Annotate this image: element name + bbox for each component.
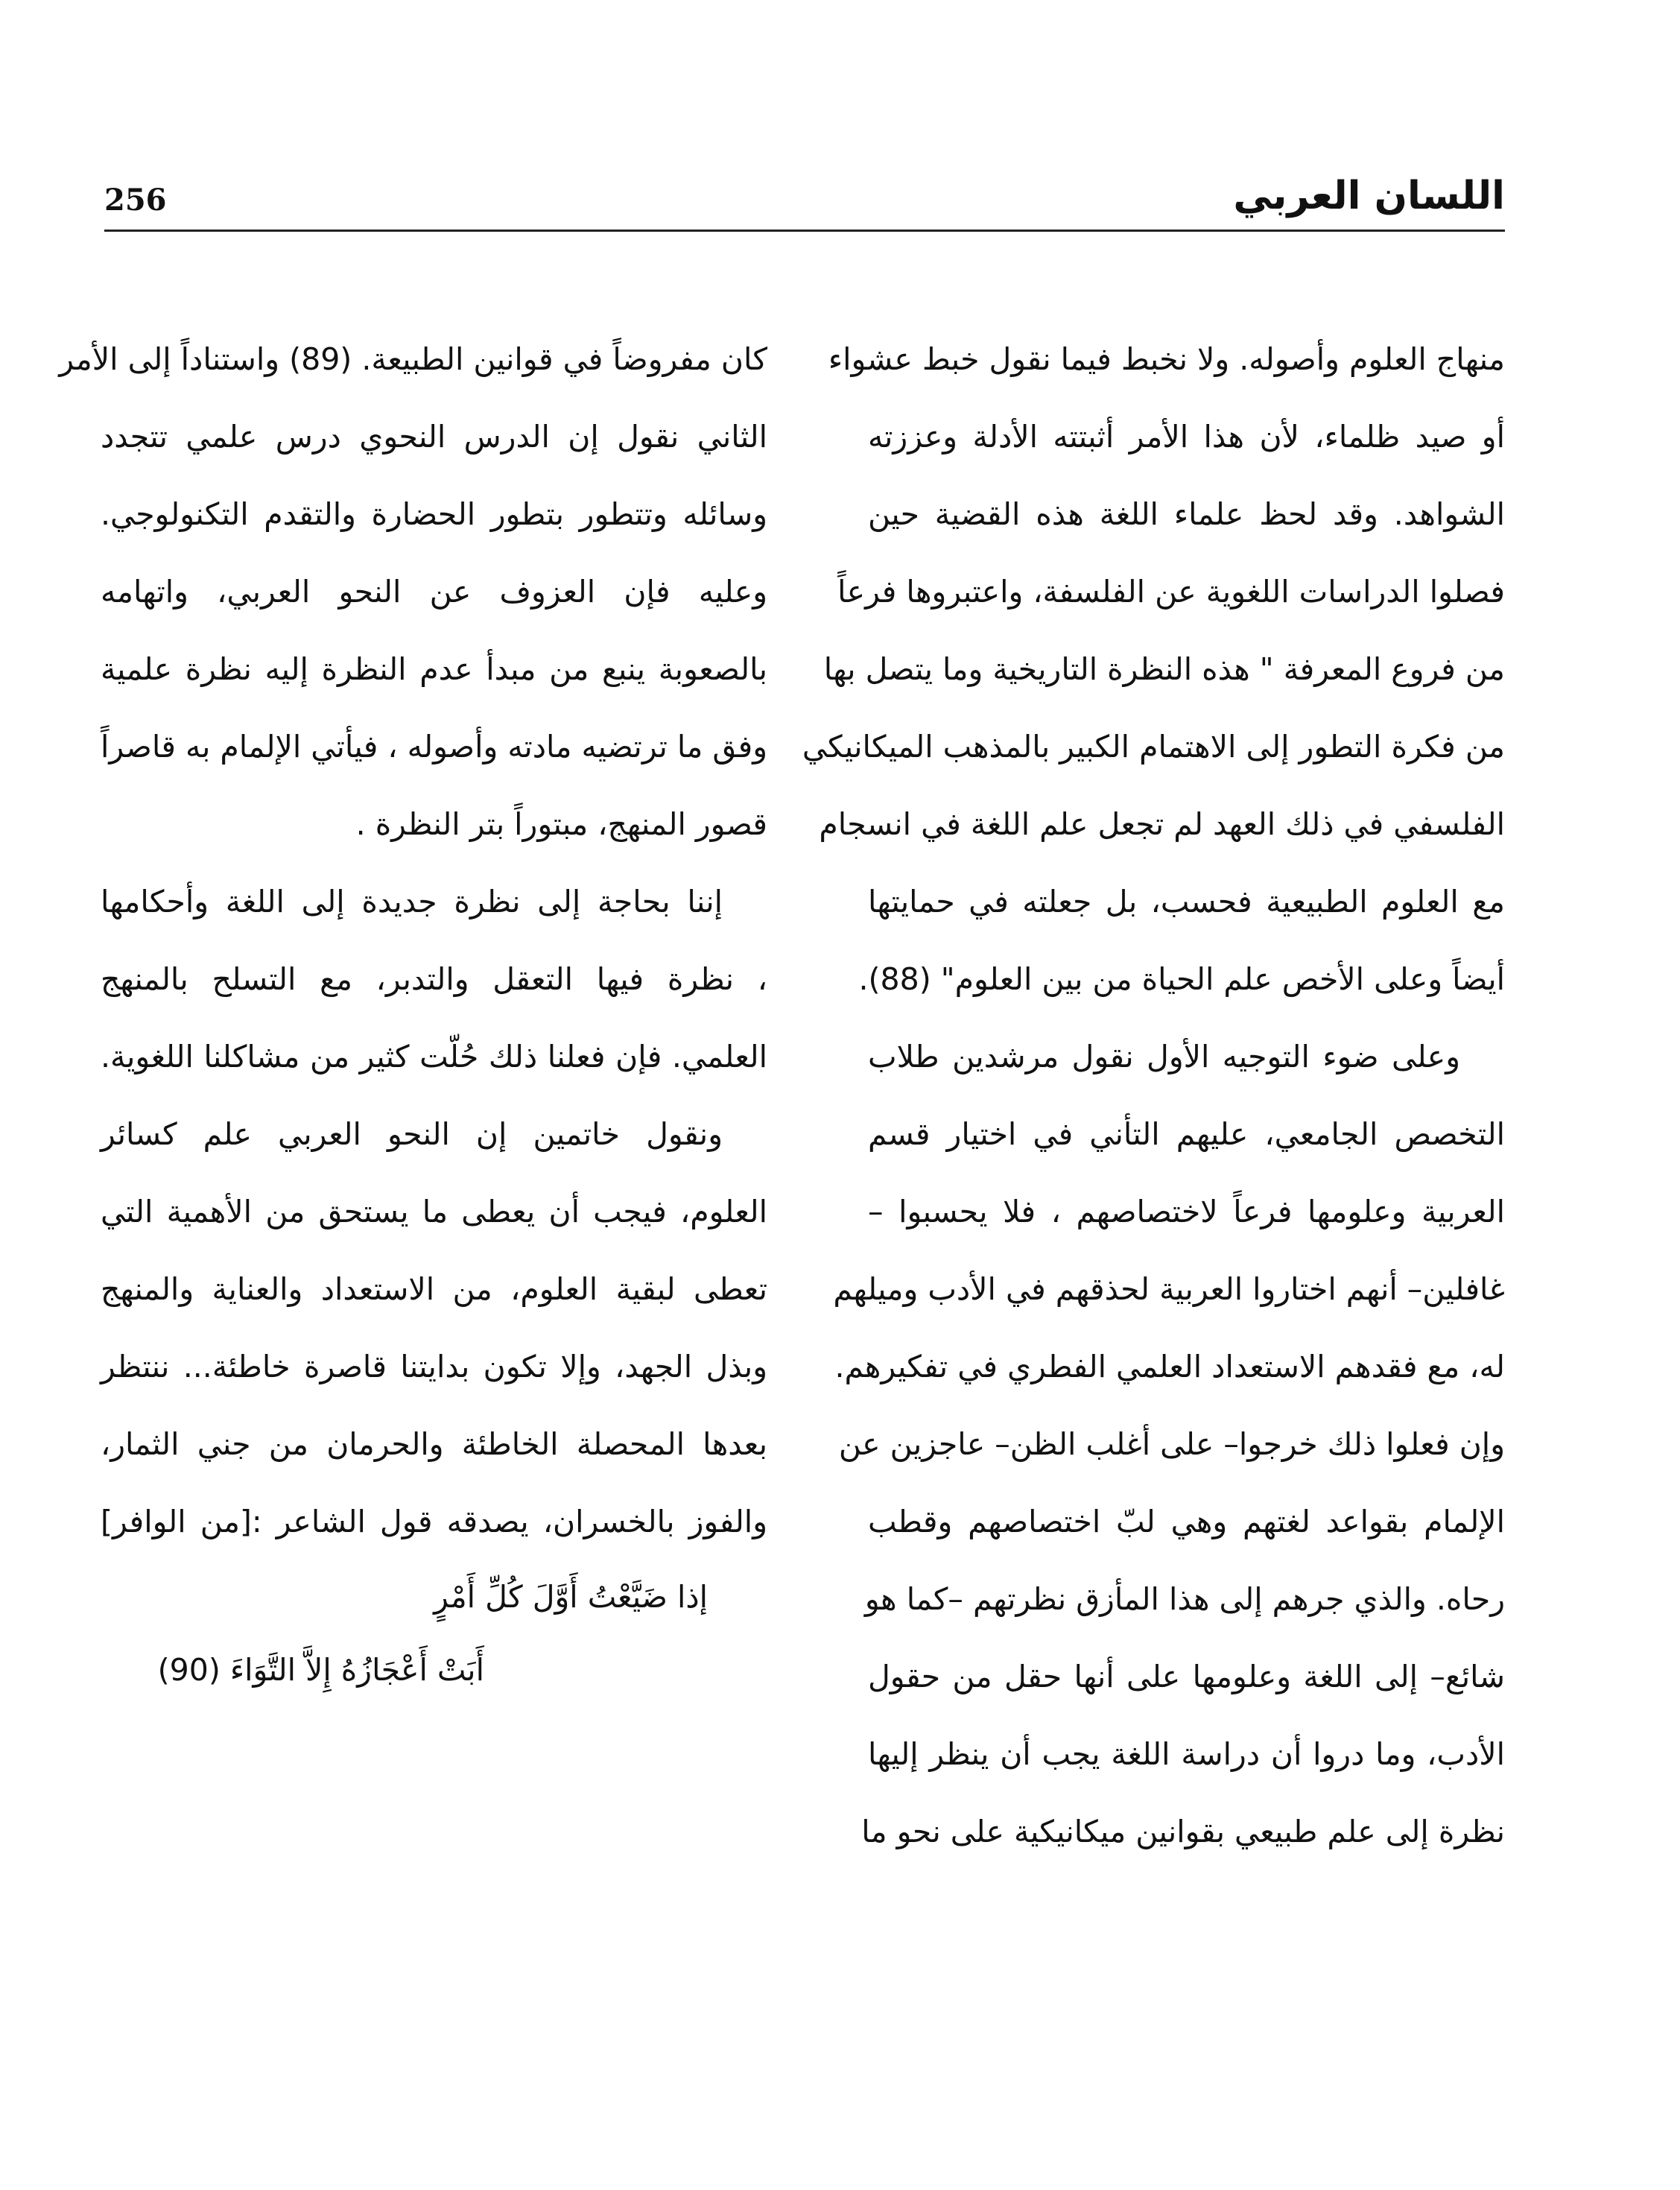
- text-line: وعلى ضوء التوجيه الأول نقول مرشدين طلاب: [868, 1039, 1460, 1075]
- text-line: أو صيد ظلماء، لأن هذا الأمر أثبتته الأدلة وعززته: [868, 419, 1505, 455]
- text-line: العربية وعلومها فرعاً لاختصاصهم ، فلا يحسبوا –: [868, 1194, 1505, 1229]
- text-line: وإن فعلوا ذلك خرجوا– على أغلب الظن– عاجزين عن: [838, 1426, 1505, 1462]
- text-line: من فروع المعرفة " هذه النظرة التاريخية وما يتصل بها: [823, 651, 1505, 687]
- text-line: التخصص الجامعي، عليهم التأني في اختيار قسم: [868, 1116, 1505, 1152]
- text-line: كان مفروضاً في قوانين الطبيعة. (89) واستناداً إلى الأمر: [59, 341, 767, 377]
- text-line: الشواهد. وقد لحظ علماء اللغة هذه القضية حين: [868, 496, 1505, 532]
- text-line: الثاني نقول إن الدرس النحوي درس علمي تتجدد: [101, 419, 767, 455]
- text-line: والفوز بالخسران، يصدقه قول الشاعر :[من الوافر]: [101, 1504, 767, 1539]
- text-line: رحاه. والذي جرهم إلى هذا المأزق نظرتهم –كما هو: [864, 1581, 1505, 1617]
- text-line: منهاج العلوم وأصوله. ولا نخبط فيما نقول خبط عشواء: [828, 341, 1505, 377]
- right-column: [802, 320, 1505, 1870]
- text-line: وبذل الجهد، وإلا تكون بدايتنا قاصرة خاطئة... ننتظر: [101, 1349, 767, 1384]
- text-line: بالصعوبة ينبع من مبدأ عدم النظرة إليه نظرة علمية: [101, 651, 767, 687]
- text-line: الإلمام بقواعد لغتهم وهي لبّ اختصاصهم وقطب: [868, 1504, 1505, 1539]
- text-line: أيضاً وعلى الأخص علم الحياة من بين العلوم" (88).: [858, 961, 1505, 997]
- text-line: العلوم، فيجب أن يعطى ما يستحق من الأهمية التي: [101, 1194, 767, 1229]
- text-line: ، نظرة فيها التعقل والتدبر، مع التسلح بالمنهج: [101, 961, 767, 997]
- text-line: وعليه فإن العزوف عن النحو العربي، واتهامه: [101, 574, 767, 610]
- page-header: [104, 160, 1505, 227]
- poem-verse-second-hemistich: أَبَتْ أَعْجَازُهُ إِلاَّ التَّوَاءَ (90): [157, 1652, 484, 1688]
- text-line: وفق ما ترتضيه مادته وأصوله ، فيأتي الإلمام به قاصراً: [101, 729, 767, 765]
- text-line: الأدب، وما دروا أن دراسة اللغة يجب أن ينظر إليها: [868, 1736, 1505, 1772]
- text-line: له، مع فقدهم الاستعداد العلمي الفطري في تفكيرهم.: [834, 1349, 1505, 1384]
- text-line: بعدها المحصلة الخاطئة والحرمان من جني الثمار،: [101, 1426, 767, 1462]
- text-line: العلمي. فإن فعلنا ذلك حُلّت كثير من مشاكلنا اللغوية.: [101, 1039, 767, 1075]
- header-rule: [104, 230, 1505, 232]
- text-line: قصور المنهج، مبتوراً بتر النظرة .: [355, 806, 767, 842]
- poem-verse-first-hemistich: إذا ضَيَّعْتُ أَوَّلَ كُلِّ أَمْرٍ: [434, 1579, 708, 1615]
- text-line: تعطى لبقية العلوم، من الاستعداد والعناية والمنهج: [101, 1271, 767, 1307]
- text-line: نظرة إلى علم طبيعي بقوانين ميكانيكية على نحو ما: [861, 1814, 1505, 1849]
- page-number: 256: [104, 183, 167, 218]
- text-line: وسائله وتتطور بتطور الحضارة والتقدم التكنولوجي.: [101, 496, 767, 532]
- text-line: من فكرة التطور إلى الاهتمام الكبير بالمذهب الميكانيكي: [802, 729, 1505, 765]
- text-line: ونقول خاتمين إن النحو العربي علم كسائر: [101, 1116, 723, 1152]
- journal-title: اللسان العربي: [1233, 174, 1505, 218]
- text-line: مع العلوم الطبيعية فحسب، بل جعلته في حمايتها: [868, 884, 1505, 920]
- text-line: شائع– إلى اللغة وعلومها على أنها حقل من حقول: [868, 1659, 1505, 1694]
- text-line: الفلسفي في ذلك العهد لم تجعل علم اللغة في انسجام: [819, 806, 1505, 842]
- text-line: إننا بحاجة إلى نظرة جديدة إلى اللغة وأحكامها: [101, 884, 723, 920]
- left-column: [59, 320, 767, 1706]
- text-line: غافلين– أنهم اختاروا العربية لحذقهم في الأدب وميلهم: [833, 1271, 1505, 1307]
- text-line: فصلوا الدراسات اللغوية عن الفلسفة، واعتبروها فرعاً: [837, 574, 1505, 610]
